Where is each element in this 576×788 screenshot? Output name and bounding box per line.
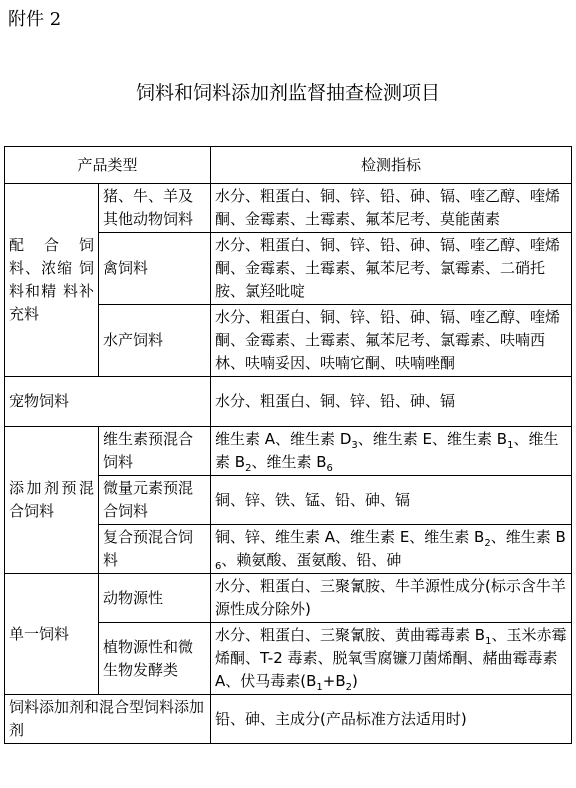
subcategory-cell: 植物源性和微生物发酵类 bbox=[99, 623, 211, 695]
indicators-cell bbox=[211, 623, 572, 695]
indicator-text: 、赖氨酸、蛋氨酸、铅、砷 bbox=[221, 551, 402, 569]
indicator-text: 、维生素 B bbox=[251, 453, 327, 471]
table-row bbox=[5, 695, 572, 744]
indicator-text: 、玉米赤霉烯酮、T-2 毒素、脱氧雪腐镰刀菌烯酮、赭曲霉毒素 A、伏马毒素(B bbox=[215, 626, 567, 690]
indicator-text: 、维生素 B bbox=[490, 528, 566, 546]
category-additive-premix: 添加剂预混合饲料 bbox=[5, 427, 99, 574]
category-pet-feed: 宠物饲料 bbox=[5, 377, 211, 427]
subcategory-cell: 水产饲料 bbox=[99, 305, 211, 377]
category-single-feed: 单一饲料 bbox=[5, 574, 99, 695]
indicators-cell: 水分、粗蛋白、三聚氰胺、牛羊源性成分(标示含牛羊源性成分除外) bbox=[211, 574, 572, 623]
indicators-cell: 水分、粗蛋白、铜、锌、铅、砷、镉、喹乙醇、喹烯酮、金霉素、土霉素、氟苯尼考、莫能菌素 bbox=[211, 184, 572, 233]
subcategory-cell: 动物源性 bbox=[99, 574, 211, 623]
table-row bbox=[5, 574, 572, 623]
header-indicators: 检测指标 bbox=[211, 147, 572, 184]
table-row bbox=[5, 427, 572, 476]
attachment-label: 附件 2 bbox=[8, 9, 62, 30]
subscript: 3 bbox=[351, 440, 358, 451]
subscript: 1 bbox=[485, 636, 492, 647]
indicators-cell: 水分、粗蛋白、铜、锌、铅、砷、镉、喹乙醇、喹烯酮、金霉素、土霉素、氟苯尼考、氯霉素、二硝托胺、氯羟吡啶 bbox=[211, 233, 572, 305]
subscript: 1 bbox=[507, 440, 514, 451]
indicator-text: 铜、锌、维生素 A、维生素 E、维生素 B bbox=[215, 528, 485, 546]
subcategory-cell: 禽饲料 bbox=[99, 233, 211, 305]
document-title: 饲料和饲料添加剂监督抽查检测项目 bbox=[135, 82, 440, 104]
indicators-cell: 水分、粗蛋白、铜、锌、铅、砷、镉 bbox=[211, 377, 572, 427]
category-feed-additives: 饲料添加剂和混合型饲料添加剂 bbox=[5, 695, 211, 744]
indicator-text: +B bbox=[322, 672, 346, 690]
indicators-cell bbox=[211, 427, 572, 476]
subcategory-cell: 复合预混合饲料 bbox=[99, 525, 211, 574]
header-product-type: 产品类型 bbox=[5, 147, 211, 184]
table-row bbox=[5, 377, 572, 427]
indicator-text: 、维生素 E、维生素 B bbox=[357, 430, 508, 448]
indicators-cell: 铅、砷、主成分(产品标准方法适用时) bbox=[211, 695, 572, 744]
subcategory-cell: 微量元素预混合饲料 bbox=[99, 476, 211, 525]
indicators-cell bbox=[211, 525, 572, 574]
subscript: 2 bbox=[245, 463, 252, 474]
table-row bbox=[5, 184, 572, 233]
subcategory-cell: 猪、牛、羊及其他动物饲料 bbox=[99, 184, 211, 233]
inspection-items-table bbox=[4, 146, 572, 744]
indicators-cell: 水分、粗蛋白、铜、锌、铅、砷、镉、喹乙醇、喹烯酮、金霉素、土霉素、氟苯尼考、氯霉素、呋喃西林、呋喃妥因、呋喃它酮、呋喃唑酮 bbox=[211, 305, 572, 377]
indicator-text: ) bbox=[352, 672, 358, 690]
subscript: 1 bbox=[316, 682, 323, 693]
indicators-cell: 铜、锌、铁、锰、铅、砷、镉 bbox=[211, 476, 572, 525]
indicator-text: 、维生素 B bbox=[215, 430, 559, 471]
subscript: 2 bbox=[345, 682, 353, 693]
table-header-row bbox=[5, 147, 572, 184]
subscript: 2 bbox=[484, 538, 491, 549]
subscript: 6 bbox=[326, 463, 333, 474]
indicator-text: 维生素 A、维生素 D bbox=[215, 430, 352, 448]
indicator-text: 水分、粗蛋白、三聚氰胺、黄曲霉毒素 B bbox=[215, 626, 486, 644]
subcategory-cell: 维生素预混合饲料 bbox=[99, 427, 211, 476]
category-compound-feed: 配 合 饲 料、浓缩 饲料和精 料补充料 bbox=[5, 184, 99, 377]
subscript: 6 bbox=[215, 561, 222, 572]
